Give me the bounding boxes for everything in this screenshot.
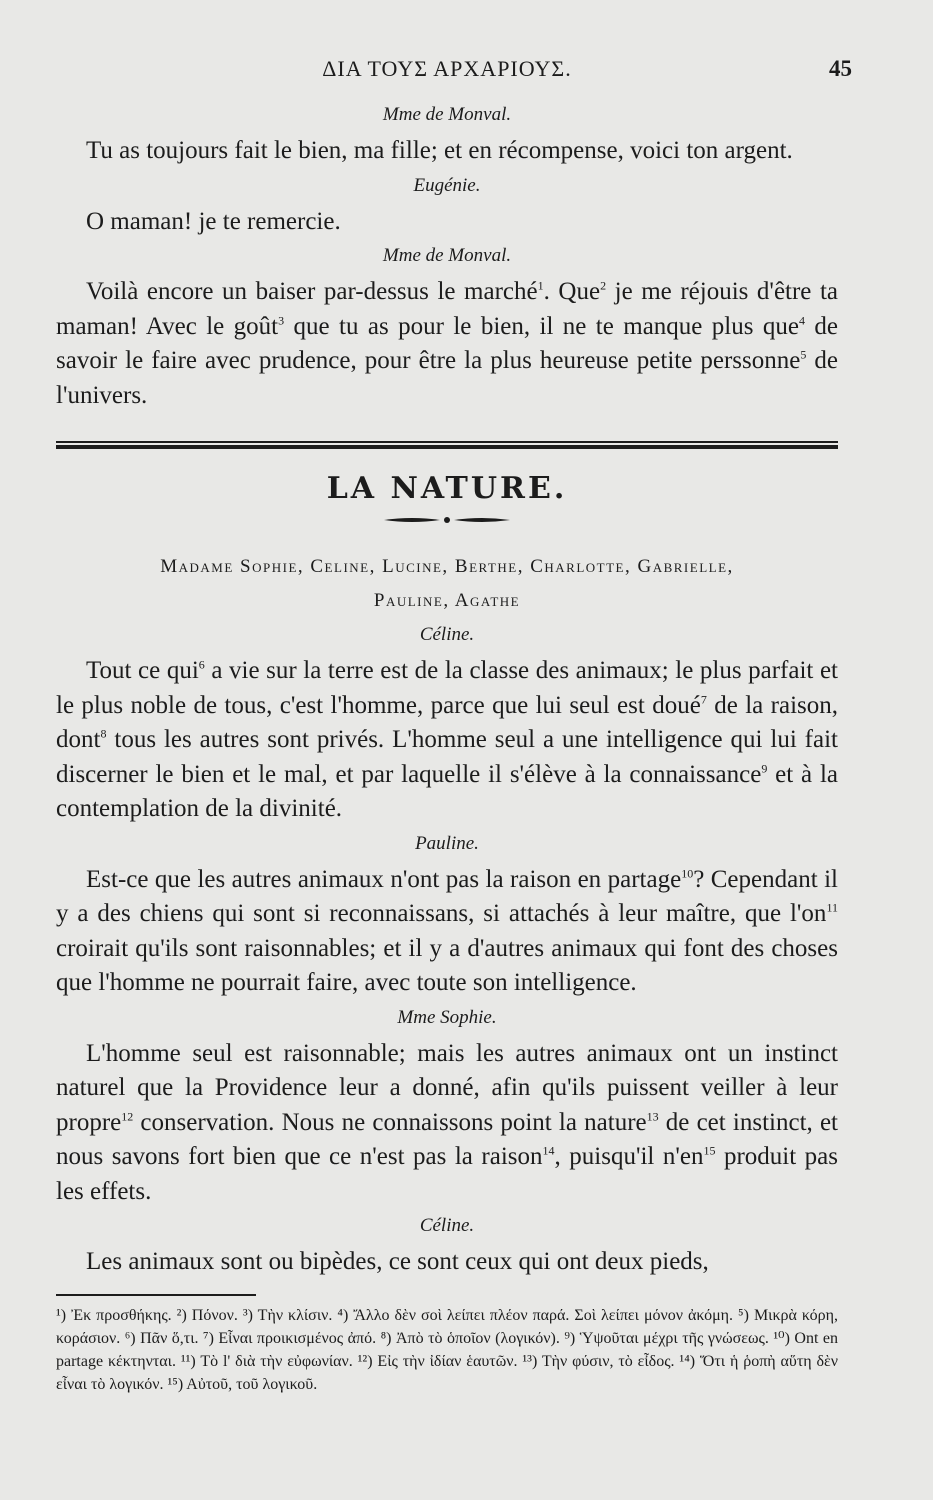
dialogue-paragraph: Est-ce que les autres animaux n'ont pas la raison en partage$^{10}$? Cependant il y a des chiens qui sont si reconnaissans, si attachés à leur maître, que $l'on^{11}$ croirait qu'ils sont raisonnables; et il y a d'autres animaux qui font des choses que l'homme ne pourrait faire, avec toute son intelligence. [56,865,838,996]
footnote-ref: 12 [121,1109,134,1124]
cast-list: Pauline, Agathe [373,590,521,611]
footnote-ref: 3 [278,313,285,328]
footnote-ref: 8 [100,726,107,741]
dialogue-paragraph: Tout ce qui$^6$ a vie sur la terre est de la classe des animaux; le plus parfait et le plus noble de tous, c'est l'homme, parce que lui seul est doué$^7$ de la raison, dont$^8$ tous les autres sont privés. L'homme seul a une intelligence qui lui fait discerner le bien et le mal, et par laquelle il s'élève à la connaissance$^9$ et à la contemplation de la divinité. [56,657,838,822]
page-number: 45 [829,56,852,81]
dialogue-paragraph: L'homme seul est raisonnable; mais les autres animaux ont un instinct naturel que la Providence leur a donné, afin qu'ils puissent veiller à leur propre$^{12}$ conservation. Nous ne connaissons point la nature$^{13}$ de cet instinct, et nous savons fort bien que ce n'est pas la raison$^{14}$, puisqu'il $n'en^{15}$ produit pas les effets. [56,1039,839,1205]
cast-list: Madame Sophie, Celine, Lucine, Berthe, Charlotte, Gabrielle, [160,556,734,577]
speaker-label: Eugénie. [413,174,481,196]
section-divider [56,441,838,449]
footnote-ref: 15 [703,1143,716,1158]
page-content [56,98,838,1396]
footnote-ref: 1 [537,278,544,293]
footnote-ref: 2 [600,278,607,293]
footnote-ref: 7 [700,692,707,707]
footnotes: ¹) Ἐκ προσθήκης. ²) Πόνον. ³) Τὴν κλίσιν. ⁴) Ἄλλο δὲν σοὶ λείπει πλέον παρά. Σοὶ λείπει μόνον ἀκόμη. ⁵) Μικρὰ κόρη, κοράσιον. ⁶) Πᾶν ὅ,τι. ⁷) Εἶναι προικισμένος ἀπό. ⁸) Ἀπὸ τὸ ὁποῖον (λογικόν). ⁹) Ὑψοῦται μέχρι τῆς γνώσεως. ¹⁰) Ont en partage κέκτηνται. ¹¹) Τὸ l' διὰ τὴν εὐφωνίαν. ¹²) Εἰς τὴν ἰδίαν ἑαυτῶν. ¹³) Τὴν φύσιν, τὸ εἶδος. ¹⁴) Ὅτι ἡ ῥοπὴ αὕτη δὲν εἶναι τὸ λογικόν. ¹⁵) Αὐτοῦ, τοῦ λογικοῦ. [56,1306,838,1393]
dialogue-paragraph: Tu as toujours fait le bien, ma fille; et en récompense, voici ton argent. [86,137,793,164]
running-head [56,56,852,86]
speaker-label: Mme de Monval. [382,104,512,125]
speaker-label: Céline. [419,624,475,645]
footnote-ref: 6 [198,657,205,672]
footnote-ref: 5 [800,347,807,362]
speaker-label: Mme Sophie. [397,1006,497,1028]
footnote-rule [56,1294,256,1296]
speaker-label: Mme de Monval. [382,245,512,266]
dialogue-paragraph: Les animaux sont ou bipèdes, ce sont ceux qui ont deux pieds, [86,1248,709,1275]
section-title: LA NATURE. [326,471,568,506]
running-title: ΔΙΑ ΤΟΥΣ ΑΡΧΑΡΙΟΥΣ. [322,56,572,81]
footnote-ref: 10 [681,866,694,881]
speaker-label: Céline. [419,1215,475,1236]
footnote-ref: 11 [826,900,838,915]
footnote-ref: 13 [646,1109,659,1124]
ornament-divider-icon [382,514,512,526]
footnote-ref: 14 [542,1143,555,1158]
dialogue-paragraph: Voilà encore un baiser par-dessus le marché$^1$. Que$^2$ je me réjouis d'être ta maman! Avec le goût$^3$ que tu as pour le bien, il ne te manque plus que$^4$ de savoir le faire avec prudence, pour être la plus heureuse petite perssonne$^5$ de l'univers. [56,278,839,409]
footnote-ref: 4 [798,313,805,328]
speaker-label: Pauline. [415,832,479,854]
dialogue-paragraph: O maman! je te remercie. [86,207,341,235]
footnote-ref: 9 [761,761,768,776]
